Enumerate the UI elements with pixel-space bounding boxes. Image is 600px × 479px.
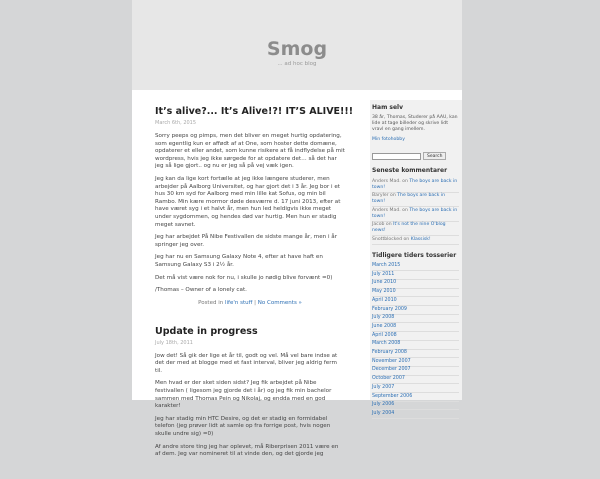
comment-author: Snottblocked [372, 236, 403, 242]
category-link[interactable]: life'n stuff [224, 299, 253, 306]
archive-item [372, 402, 459, 411]
search-input[interactable] [372, 153, 421, 160]
archive-link[interactable]: October 2007 [372, 376, 405, 382]
post-entry [155, 133, 345, 295]
comment-post-link[interactable]: Klassisk! [410, 236, 431, 242]
post-paragraph: Jeg kan da lige kort fortælle at jeg ikke længere studerer, men arbejder på Aalborg Universitet, og har gjort det i 3 år. Jeg bor i et hus 30 km syd for Aalborg med min lille kat Sofus, og min bil Rambo. Min kære mormor døde desværre d. 17 juni 2013, efter at have været syg i et halvt år, men hun led heldigvis ikke meget under sygdommen, og hendes død var hurtig. Men hun er stadig meget savnet. [155, 175, 341, 228]
post-paragraph: Jeg har nu en Samsung Galaxy Note 4, efter at have haft en Samsung Galaxy S3 i 2½ år. [155, 254, 323, 268]
post [155, 326, 345, 459]
comments-link[interactable]: No Comments » [257, 299, 302, 306]
comment-on: on [402, 207, 408, 213]
meta-separator: | [254, 299, 257, 306]
archive-link[interactable]: July 2008 [372, 315, 395, 321]
archives-title: Tidligere tiders tosserier [372, 251, 457, 259]
post-paragraph: Jeg har stadig min HTC Desire, og det er stadig en formidabel telefon (jeg prøver lidt at samle op fra forrige post, hvis nogen skulle undre sig) =0) [155, 415, 331, 438]
recent-comment-item [372, 207, 459, 222]
blog-description: ... ad hoc blog [277, 61, 317, 67]
blog-title[interactable]: Smog [266, 38, 328, 60]
recent-comment-item [372, 178, 459, 193]
archive-link[interactable]: June 2010 [372, 280, 397, 286]
about-widget [372, 104, 459, 160]
archive-item [372, 271, 459, 280]
post-paragraph: /Thomas – Owner of a lonely cat. [155, 287, 247, 294]
comment-author: Anders Mad. [372, 178, 401, 184]
photo-hobby-link[interactable]: Min fotohobby [372, 137, 405, 142]
comment-author: Jacob [372, 222, 385, 227]
search-button[interactable]: Search [423, 152, 446, 160]
archive-item [372, 350, 459, 359]
archive-item [372, 358, 459, 367]
archive-link[interactable]: February 2009 [372, 306, 407, 312]
post-date: March 6th, 2015 [155, 120, 197, 126]
post-paragraph: Af andre store ting jeg har oplevet, må Riberprisen 2011 være en af dem. Jeg var nomineret til at vinde den, og det gjorde jeg [155, 443, 339, 458]
archive-link[interactable]: March 2015 [372, 263, 401, 268]
archive-item [372, 280, 459, 289]
comment-on: on [390, 193, 396, 198]
post-meta [155, 300, 345, 306]
post-title[interactable]: Update in progress [155, 325, 258, 337]
archive-item [372, 341, 459, 350]
recent-comments-widget [372, 167, 459, 245]
post-paragraph: Det må vist være nok for nu, i skulle jo nødig blive forvænt =0) [155, 274, 333, 281]
post-paragraph: Men hvad er der sket siden sidst? Jeg fik arbejdet på Nibe festivallen ( ligesom jeg gjorde det i år) og jeg fik min bachelor sammen med Thomas Pein og Nikolaj, og endda med en god karakter! [155, 380, 332, 410]
comment-author: Anders Mad. [372, 207, 401, 213]
about-title: Ham selv [372, 104, 404, 111]
archive-item [372, 297, 459, 306]
header [132, 0, 462, 90]
archives-list [372, 263, 459, 420]
comment-post-link[interactable]: It's not the nine O'blog news! [372, 222, 446, 233]
archive-link[interactable]: March 2008 [372, 341, 401, 347]
search-form [372, 152, 459, 160]
comment-on: on [402, 178, 408, 184]
post [155, 106, 354, 306]
post-meta-prefix: Posted in [198, 299, 224, 306]
archive-item [372, 306, 459, 315]
recent-comment-item [372, 222, 459, 237]
archive-item [372, 376, 459, 385]
archive-item [372, 289, 459, 298]
post-title[interactable]: It’s alive?... It’s Alive!?! IT’S ALIVE!!! [155, 106, 354, 117]
recent-comments-list [372, 178, 459, 245]
archive-item [372, 332, 459, 341]
post-paragraph: Jow det! Så gik der lige et år til, godt og vel. Må vel bare indse at det der med at blogge med et fast interval, bliver jeg aldrig ferm til. [155, 352, 338, 374]
post-entry [155, 353, 345, 459]
archive-link[interactable]: July 2006 [372, 402, 395, 408]
archive-link[interactable]: May 2010 [372, 289, 396, 295]
comment-post-link[interactable]: The boys are back in town! [372, 178, 458, 190]
comment-on: on [385, 222, 392, 227]
archive-item [372, 410, 459, 419]
archive-link[interactable]: July 2011 [372, 271, 395, 277]
recent-comments-title: Seneste kommentarer [372, 167, 448, 174]
archive-item [372, 393, 459, 402]
archive-item [372, 323, 459, 332]
archive-item [372, 315, 459, 324]
archive-link[interactable]: November 2007 [372, 358, 411, 364]
archive-link[interactable]: July 2004 [372, 410, 395, 416]
post-paragraph: Sorry peeps og pimps, men det bliver en meget hurtig opdatering, som egentlig kun er affødt af at One, som hoster dette domæne, opdaterer et eller andet, som kunne risikere at få indflydelse på mit wordpress, hvis jeg ikke sørgede for at opdatere det… så det har jeg så lige gjort.. og nu er jeg så på vej væk igen. [155, 133, 345, 170]
recent-comment-item [372, 236, 459, 245]
content [155, 106, 354, 479]
sidebar [370, 100, 462, 416]
post-paragraph: Jeg har arbejdet På Nibe Festivallen de sidste mange år, men i år springer jeg over. [155, 234, 338, 248]
archive-link[interactable]: July 2007 [372, 384, 395, 390]
archive-item [372, 263, 459, 272]
comment-on: on [403, 236, 410, 242]
archive-link[interactable]: September 2006 [372, 393, 413, 399]
archive-item [372, 367, 459, 376]
comment-author: Baryler [372, 193, 389, 198]
archive-link[interactable]: December 2007 [372, 367, 411, 373]
comment-post-link[interactable]: The boys are back in town! [372, 207, 458, 219]
post-date: July 18th, 2011 [155, 339, 193, 346]
archive-link[interactable]: June 2008 [372, 323, 397, 329]
about-text: 38 år, Thomas, Studerer på AAU, kan lide at tage billeder og skrive lidt vravl en gang imellem. [372, 115, 458, 132]
recent-comment-item [372, 193, 459, 208]
archive-link[interactable]: April 2008 [372, 332, 397, 338]
archives-widget [372, 252, 459, 420]
archive-link[interactable]: February 2008 [372, 350, 407, 356]
comment-post-link[interactable]: The boys are back in town! [372, 193, 446, 204]
page [132, 0, 462, 458]
archive-item [372, 384, 459, 393]
archive-link[interactable]: April 2010 [372, 297, 397, 303]
